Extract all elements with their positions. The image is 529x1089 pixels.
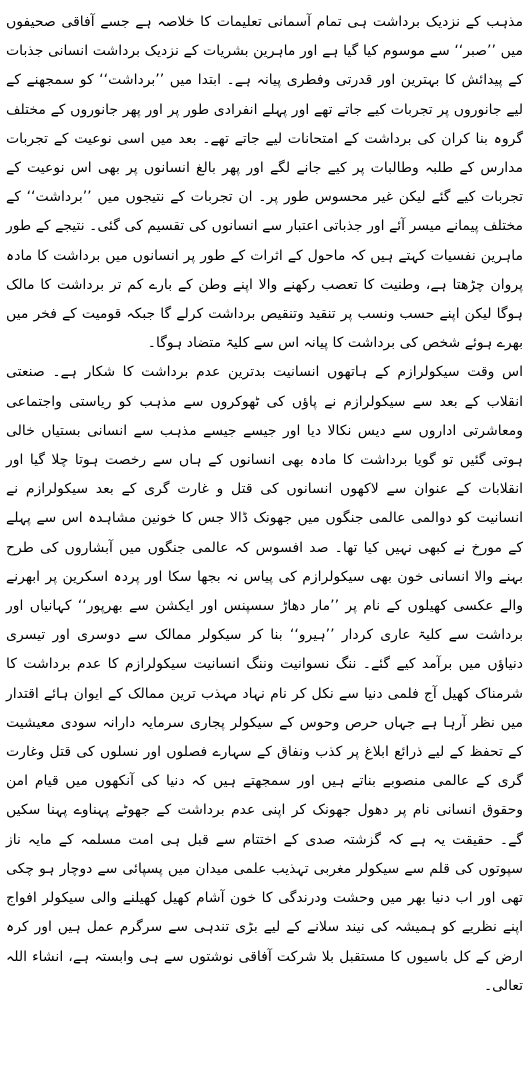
paragraph-religion-and-tolerance: مذہب کے نزدیک برداشت ہی تمام آسمانی تعلیمات کا خلاصہ ہے جسے آفاقی صحیفوں میں ’’صبر‘‘ سے موسوم کیا گیا ہے اور ماہرین بشریات کے نزدیک برداشت انسانی جذبات کے پیدائش کا بہترین اور قدرتی وفطری پیانہ ہے۔ ابتدا میں ’’برداشت‘‘ کو سمجھنے کے لیے جانوروں پر تجربات کیے جاتے تھے اور پہلے انفرادی طور پر اور پھر جانوروں کے مختلف گروہ بنا کران کی برداشت کے امتحانات لیے جاتے تھے۔ بعد میں اسی نوعیت کے تجربات مدارس کے طلبہ وطالبات پر کیے جانے لگے اور پھر بالغ انسانوں پر بھی اس نوعیت کے تجربات کیے گئے لیکن غیر محسوس طور پر۔ ان تجربات کے نتیجوں میں ’’برداشت‘‘ کے مختلف پیمانے میسر آئے اور جذباتی اعتبار سے انسانوں کی تقسیم کی گئی۔ نتیجے کے طور ماہرین نفسیات کہتے ہیں کہ ماحول کے اثرات کے طور پر انسانوں میں برداشت کا مادہ پروان چڑھتا ہے، وطنیت کا تعصب رکھنے والا اپنے وطن کے بارے کم تر برداشت کا مالک ہوگا لیکن اپنے حسب ونسب پر تنقید وتنقیص برداشت کرلے گا جبکہ قومیت کے فخر میں بھرے ہوئے شخص کی برداشت کا پیانہ اس سے کلیۃ متضاد ہوگا۔ [6, 14, 523, 352]
article-body [6, 8, 523, 1001]
paragraph-secularism-intolerance: اس وقت سیکولرازم کے ہاتھوں انسانیت بدترین عدم برداشت کا شکار ہے۔ صنعتی انقلاب کے بعد سے سیکولرازم نے پاؤں کی ٹھوکروں سے مذہب کو ریاستی واجتماعی ومعاشرتی اداروں سے دیس نکالا دیا اور جیسے جیسے مذہب سے انسانی بستیاں خالی ہوتی گئیں تو گویا برداشت کا مادہ بھی انسانوں کے ہاں سے رخصت ہوتا چلا گیا اور انقلابات کے عنوان سے لاکھوں انسانوں کی قتل و غارت گری کے بعد سیکولرازم نے انسانیت کو دوالمی عالمی جنگوں میں جھونک ڈالا جس کا خونین مشاہدہ اس سے پہلے کے مورخ نے کبھی نہیں کیا تھا۔ صد افسوس کہ عالمی جنگوں میں آبشاروں کی طرح بہنے والا انسانی خون بھی سیکولرازم کی پیاس نہ بجھا سکا اور پردہ اسکرین پر ابھرنے والے عکسی کھیلوں کے نام پر ’’مار دھاڑ سسپنس اور ایکشن سے بھرپور‘‘ کہانیاں اور برداشت سے کلیۃ عاری کردار ’’ہیرو‘‘ بنا کر سیکولر ممالک سے دوسری اور تیسری دنیاؤں میں برآمد کیے گئے۔ ننگ نسوانیت وننگ انسانیت سیکولرازم کا عدم برداشت کا شرمناک کھیل آج فلمی دنیا سے نکل کر نام نہاد مہذب ترین ممالک کے ایوان ہائے اقتدار میں نظر آرہا ہے جہاں حرص وحوس کے سیکولر پجاری سرمایہ دارانہ سودی معیشیت کے تحفظ کے لیے ذرائع ابلاغ پر کذب ونفاق کے سہارے فصلوں اور نسلوں کی قتل وغارت گری کے عالمی منصوبے بناتے ہیں اور سمجھتے ہیں کہ دنیا کی آنکھوں میں قیام امن وحقوق انسانی نام پر دھول جھونک کر اپنی عدم برداشت کے جھوٹے پہناوے پہنا سکیں گے۔ حقیقت یہ ہے کہ گزشتہ صدی کے اختتام سے قبل ہی امت مسلمہ کے مایہ ناز سپوتوں کی قلم سے سیکولر مغربی تہذیب علمی میدان میں پسپائی سے دوچار ہو چکی تھی اور اب دنیا بھر میں وحشت ودرندگی کا خون آشام کھیل کھیلنے والی سیکولر افواج اپنے نظریے کو ہمیشہ کی نیند سلانے کے لیے بڑی تندہی سے سرگرم عمل ہیں اور کرہ ارض کے کل باسیوں کا مستقبل بلا شرکت آفاقی نوشتوں سے ہی وابستہ ہے، انشاء اللہ تعالی۔ [6, 364, 523, 994]
